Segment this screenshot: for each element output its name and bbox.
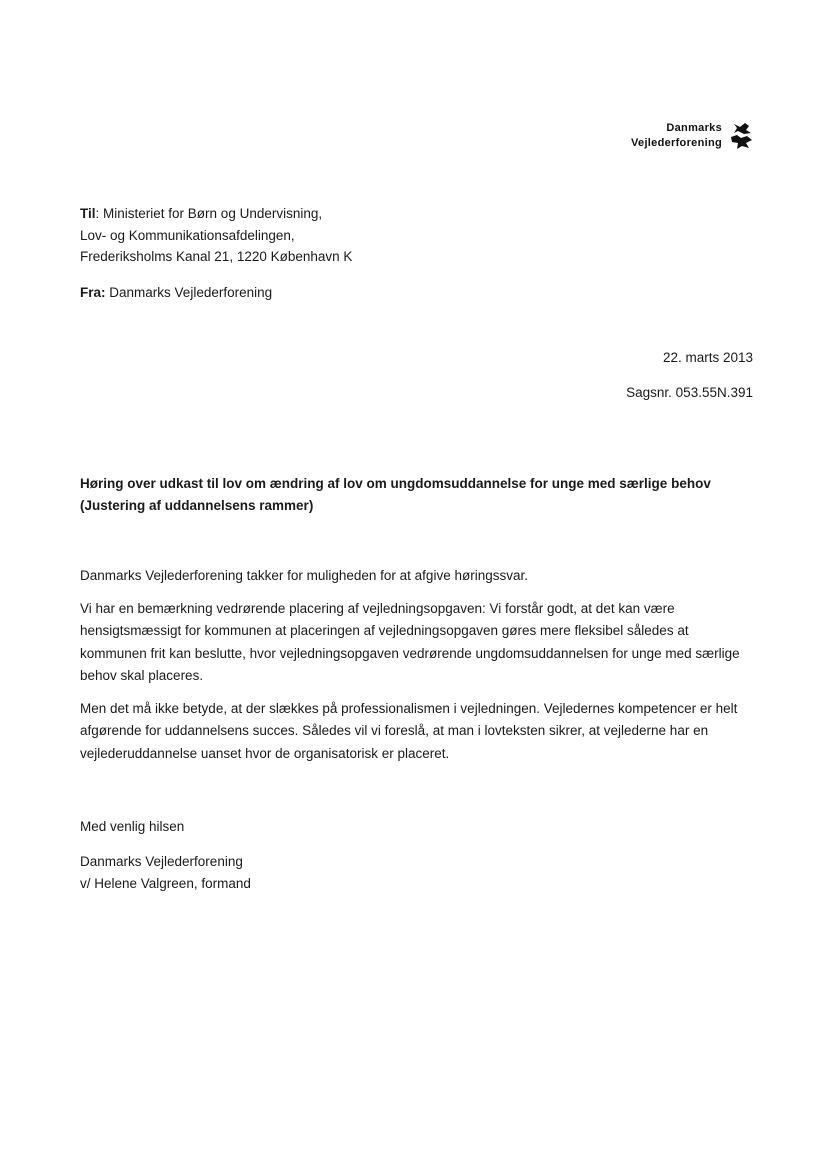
recipient-block xyxy=(80,203,750,268)
letter-date: 22. marts 2013 xyxy=(662,350,753,365)
body-paragraph-3: Men det må ikke betyde, at der slækkes på professionalismen i vejledningen. Vejledernes kompetencer er helt afgørende for uddannelsens succes. Således vil vi foreslå, at man i lovteksten sikrer, at vejlederne har en vejlederuddannelse uanset hvor de organisatorisk er placeret. xyxy=(80,700,738,761)
signature-org: Danmarks Vejlederforening xyxy=(80,854,243,869)
subject-line-1: Høring over udkast til lov om ændring af lov om ungdomsuddannelse for unge med særlige behov xyxy=(80,476,711,491)
from-value: Danmarks Vejlederforening xyxy=(109,285,273,300)
sender-block xyxy=(80,282,750,304)
logo-line-2: Vejlederforening xyxy=(631,137,722,149)
recipient-line-2: Lov- og Kommunikationsafdelingen, xyxy=(80,227,295,243)
recipient-name: Ministeriet for Børn og Undervisning, xyxy=(103,206,323,221)
logo xyxy=(631,121,754,151)
recipient-line-3: Frederiksholms Kanal 21, 1220 København K xyxy=(80,249,353,264)
recipient-line-1: Til: Ministeriet for Børn og Undervisning, xyxy=(80,206,323,221)
letter-body xyxy=(80,565,750,775)
subject-heading xyxy=(80,473,750,517)
subject-line-2: (Justering af uddannelsens rammer) xyxy=(80,498,314,513)
body-paragraph-1: Danmarks Vejlederforening takker for muligheden for at afgive høringssvar. xyxy=(80,568,528,583)
body-paragraph-2: Vi har en bemærkning vedrørende placering af vejledningsopgaven: Vi forstår godt, at det kan være hensigtsmæssigt for kommunen at placeringen af vejledningsopgaven gøres mere fleksibel således at kommunen frit kan beslutte, hvor vejledningsopgaven vedrørende ungdomsuddannelsen for unge med særlige behov skal placeres. xyxy=(80,600,740,683)
to-label: Til xyxy=(80,206,96,221)
logo-line-1: Danmarks xyxy=(666,122,722,134)
signature-signer: v/ Helene Valgreen, formand xyxy=(80,875,251,891)
case-number: Sagsnr. 053.55N.391 xyxy=(626,385,753,400)
from-label: Fra: xyxy=(80,285,106,300)
closing-greeting: Med venlig hilsen xyxy=(80,819,185,834)
dv-logo-mark-icon xyxy=(728,121,754,151)
signature-block xyxy=(80,851,750,894)
logo-text xyxy=(631,121,722,151)
